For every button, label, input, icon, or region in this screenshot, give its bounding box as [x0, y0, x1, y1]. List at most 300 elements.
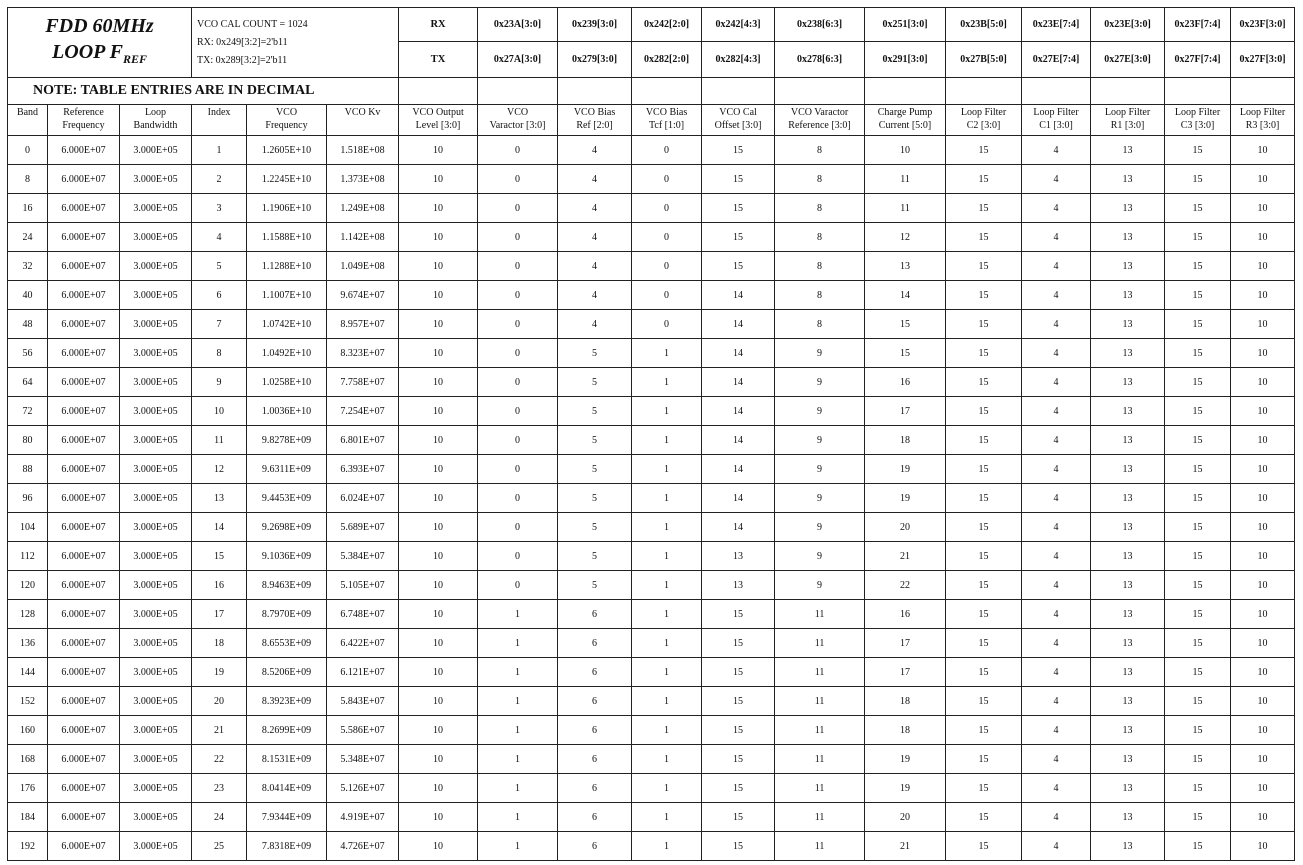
table-cell: 1.518E+08	[327, 136, 399, 165]
table-cell: 15	[946, 629, 1022, 658]
table-cell: 192	[8, 832, 48, 861]
tx-register: 0x27A[3:0]	[478, 42, 558, 78]
table-cell: 11	[192, 426, 247, 455]
table-cell: 13	[1091, 281, 1165, 310]
table-cell: 13	[702, 542, 775, 571]
table-cell: 3.000E+05	[120, 397, 192, 426]
table-cell: 13	[1091, 803, 1165, 832]
table-cell: 4	[1022, 397, 1091, 426]
table-cell: 3.000E+05	[120, 455, 192, 484]
table-cell: 15	[1165, 687, 1231, 716]
table-cell: 25	[192, 832, 247, 861]
column-header: Loop Filter C3 [3:0]	[1165, 105, 1231, 136]
tx-register: 0x278[6:3]	[775, 42, 865, 78]
table-row	[8, 165, 1295, 194]
table-cell: 10	[1231, 513, 1295, 542]
table-cell: 9	[775, 339, 865, 368]
table-cell: 15	[1165, 484, 1231, 513]
table-cell: 15	[946, 600, 1022, 629]
table-cell: 1	[632, 803, 702, 832]
table-row	[8, 281, 1295, 310]
table-cell: 10	[399, 600, 478, 629]
table-cell: 8	[775, 252, 865, 281]
table-cell: 5	[558, 455, 632, 484]
tx-register: 0x282[4:3]	[702, 42, 775, 78]
rx-register: 0x23E[3:0]	[1091, 8, 1165, 42]
table-cell: 1	[632, 397, 702, 426]
table-cell: 10	[399, 223, 478, 252]
table-cell: 13	[702, 571, 775, 600]
table-cell: 15	[702, 629, 775, 658]
table-cell: 16	[865, 368, 946, 397]
table-cell: 1.2245E+10	[247, 165, 327, 194]
table-cell: 1	[478, 803, 558, 832]
note-row-filler	[946, 78, 1022, 105]
table-cell: 6.000E+07	[48, 542, 120, 571]
table-cell: 6.000E+07	[48, 687, 120, 716]
table-cell: 9	[775, 542, 865, 571]
table-cell: 15	[1165, 368, 1231, 397]
table-cell: 6.000E+07	[48, 774, 120, 803]
table-cell: 22	[865, 571, 946, 600]
table-cell: 0	[632, 252, 702, 281]
table-cell: 7.254E+07	[327, 397, 399, 426]
table-cell: 1	[632, 426, 702, 455]
table-cell: 5	[558, 513, 632, 542]
table-cell: 10	[399, 310, 478, 339]
table-cell: 6.748E+07	[327, 600, 399, 629]
table-cell: 10	[399, 832, 478, 861]
table-cell: 15	[865, 310, 946, 339]
table-cell: 19	[192, 658, 247, 687]
table-cell: 9	[775, 368, 865, 397]
rx-cal-register: RX: 0x249[3:2]=2'b11	[197, 36, 288, 48]
table-cell: 20	[192, 687, 247, 716]
table-cell: 3	[192, 194, 247, 223]
table-cell: 14	[702, 513, 775, 542]
table-cell: 19	[865, 484, 946, 513]
table-cell: 15	[946, 339, 1022, 368]
table-cell: 0	[478, 252, 558, 281]
table-cell: 13	[1091, 658, 1165, 687]
column-header: Loop Filter C2 [3:0]	[946, 105, 1022, 136]
table-cell: 1	[192, 136, 247, 165]
table-cell: 15	[946, 397, 1022, 426]
column-header: VCO Cal Offset [3:0]	[702, 105, 775, 136]
table-cell: 1	[478, 629, 558, 658]
table-cell: 15	[1165, 571, 1231, 600]
table-row	[8, 571, 1295, 600]
table-cell: 23	[192, 774, 247, 803]
table-cell: 15	[946, 542, 1022, 571]
table-cell: 21	[192, 716, 247, 745]
table-cell: 16	[8, 194, 48, 223]
table-cell: 0	[478, 223, 558, 252]
table-cell: 4	[1022, 484, 1091, 513]
note-row-filler	[702, 78, 775, 105]
table-cell: 11	[775, 745, 865, 774]
table-cell: 15	[192, 542, 247, 571]
table-cell: 8	[775, 281, 865, 310]
table-cell: 14	[702, 339, 775, 368]
table-cell: 11	[775, 716, 865, 745]
table-cell: 64	[8, 368, 48, 397]
table-row	[8, 803, 1295, 832]
table-cell: 112	[8, 542, 48, 571]
table-cell: 6	[558, 774, 632, 803]
table-cell: 15	[702, 136, 775, 165]
table-cell: 1	[632, 542, 702, 571]
column-header: VCO Varactor [3:0]	[478, 105, 558, 136]
tx-register: 0x27E[3:0]	[1091, 42, 1165, 78]
table-cell: 8	[775, 310, 865, 339]
table-cell: 1.1007E+10	[247, 281, 327, 310]
table-cell: 4	[1022, 774, 1091, 803]
table-cell: 6.000E+07	[48, 397, 120, 426]
column-header: Loop Bandwidth	[120, 105, 192, 136]
table-cell: 8.0414E+09	[247, 774, 327, 803]
table-cell: 1	[478, 774, 558, 803]
table-cell: 6.000E+07	[48, 339, 120, 368]
table-cell: 10	[1231, 223, 1295, 252]
table-cell: 14	[702, 426, 775, 455]
table-cell: 13	[1091, 339, 1165, 368]
table-cell: 20	[865, 803, 946, 832]
table-cell: 15	[946, 426, 1022, 455]
table-cell: 11	[775, 832, 865, 861]
table-cell: 17	[192, 600, 247, 629]
table-cell: 10	[399, 455, 478, 484]
table-cell: 4	[558, 252, 632, 281]
table-cell: 1	[632, 368, 702, 397]
table-row	[8, 194, 1295, 223]
table-cell: 8	[775, 223, 865, 252]
table-cell: 15	[1165, 339, 1231, 368]
table-cell: 24	[8, 223, 48, 252]
table-row	[8, 339, 1295, 368]
table-cell: 10	[399, 136, 478, 165]
table-cell: 4	[1022, 745, 1091, 774]
table-cell: 1.1906E+10	[247, 194, 327, 223]
table-cell: 9	[775, 513, 865, 542]
table-cell: 3.000E+05	[120, 513, 192, 542]
table-cell: 1	[632, 571, 702, 600]
table-cell: 15	[1165, 658, 1231, 687]
table-cell: 9.4453E+09	[247, 484, 327, 513]
tx-register: 0x27E[7:4]	[1022, 42, 1091, 78]
table-cell: 15	[865, 339, 946, 368]
table-cell: 10	[399, 397, 478, 426]
table-cell: 13	[1091, 716, 1165, 745]
table-cell: 10	[1231, 455, 1295, 484]
table-cell: 15	[1165, 310, 1231, 339]
table-cell: 10	[1231, 803, 1295, 832]
table-cell: 4	[1022, 803, 1091, 832]
note-row-filler	[632, 78, 702, 105]
table-cell: 10	[1231, 368, 1295, 397]
table-cell: 10	[399, 745, 478, 774]
table-cell: 0	[478, 426, 558, 455]
note-row-filler	[775, 78, 865, 105]
table-cell: 1.0258E+10	[247, 368, 327, 397]
table-row	[8, 252, 1295, 281]
note-row-filler	[1231, 78, 1295, 105]
table-cell: 6.000E+07	[48, 368, 120, 397]
table-cell: 10	[399, 687, 478, 716]
table-cell: 10	[1231, 658, 1295, 687]
table-cell: 18	[865, 687, 946, 716]
table-cell: 15	[946, 310, 1022, 339]
table-cell: 6.024E+07	[327, 484, 399, 513]
table-cell: 15	[1165, 426, 1231, 455]
cal-info	[192, 8, 399, 78]
note-row-filler	[865, 78, 946, 105]
table-cell: 15	[1165, 281, 1231, 310]
table-cell: 15	[1165, 252, 1231, 281]
table-cell: 1	[632, 484, 702, 513]
table-cell: 6.000E+07	[48, 745, 120, 774]
table-cell: 13	[1091, 774, 1165, 803]
table-cell: 10	[1231, 136, 1295, 165]
rx-register: 0x23F[7:4]	[1165, 8, 1231, 42]
table-cell: 0	[478, 281, 558, 310]
table-cell: 3.000E+05	[120, 194, 192, 223]
table-cell: 13	[1091, 426, 1165, 455]
table-cell: 4	[558, 281, 632, 310]
table-cell: 5	[558, 484, 632, 513]
table-row	[8, 310, 1295, 339]
table-cell: 6	[558, 687, 632, 716]
table-cell: 136	[8, 629, 48, 658]
table-cell: 1	[632, 339, 702, 368]
table-cell: 15	[1165, 194, 1231, 223]
note-row-filler	[1022, 78, 1091, 105]
column-header: Charge Pump Current [5:0]	[865, 105, 946, 136]
table-cell: 3.000E+05	[120, 339, 192, 368]
table-cell: 6	[558, 832, 632, 861]
table-cell: 7	[192, 310, 247, 339]
table-cell: 15	[1165, 832, 1231, 861]
table-cell: 10	[399, 194, 478, 223]
table-cell: 4	[1022, 455, 1091, 484]
table-cell: 10	[399, 774, 478, 803]
table-cell: 5	[558, 426, 632, 455]
table-cell: 15	[946, 368, 1022, 397]
table-cell: 14	[865, 281, 946, 310]
table-cell: 15	[946, 455, 1022, 484]
table-cell: 13	[1091, 397, 1165, 426]
table-cell: 6.393E+07	[327, 455, 399, 484]
table-cell: 11	[775, 600, 865, 629]
table-cell: 144	[8, 658, 48, 687]
table-cell: 10	[1231, 774, 1295, 803]
table-cell: 4	[1022, 687, 1091, 716]
table-cell: 8.3923E+09	[247, 687, 327, 716]
table-cell: 8.957E+07	[327, 310, 399, 339]
table-cell: 10	[399, 658, 478, 687]
table-cell: 3.000E+05	[120, 774, 192, 803]
tx-register: 0x27F[7:4]	[1165, 42, 1231, 78]
table-cell: 6.000E+07	[48, 281, 120, 310]
rx-register: 0x23B[5:0]	[946, 8, 1022, 42]
table-cell: 4	[1022, 136, 1091, 165]
table-cell: 3.000E+05	[120, 716, 192, 745]
table-cell: 5.384E+07	[327, 542, 399, 571]
table-row	[8, 136, 1295, 165]
table-cell: 6.000E+07	[48, 600, 120, 629]
table-cell: 1	[478, 832, 558, 861]
table-cell: 15	[946, 803, 1022, 832]
table-row	[8, 455, 1295, 484]
table-cell: 0	[478, 165, 558, 194]
table-cell: 8	[775, 136, 865, 165]
table-cell: 4.919E+07	[327, 803, 399, 832]
table-cell: 1.049E+08	[327, 252, 399, 281]
table-cell: 10	[399, 426, 478, 455]
table-cell: 6.000E+07	[48, 658, 120, 687]
column-header: VCO Bias Ref [2:0]	[558, 105, 632, 136]
table-cell: 15	[946, 832, 1022, 861]
table-cell: 4	[1022, 716, 1091, 745]
table-title	[8, 8, 192, 78]
rx-register: 0x239[3:0]	[558, 8, 632, 42]
table-cell: 20	[865, 513, 946, 542]
table-cell: 5.689E+07	[327, 513, 399, 542]
table-cell: 1	[478, 716, 558, 745]
table-cell: 10	[1231, 194, 1295, 223]
table-cell: 0	[632, 165, 702, 194]
table-cell: 10	[399, 542, 478, 571]
table-cell: 6.422E+07	[327, 629, 399, 658]
table-cell: 7.8318E+09	[247, 832, 327, 861]
table-cell: 24	[192, 803, 247, 832]
table-cell: 1.0036E+10	[247, 397, 327, 426]
column-header: VCO Output Level [3:0]	[399, 105, 478, 136]
rx-register: 0x23E[7:4]	[1022, 8, 1091, 42]
table-cell: 6	[558, 658, 632, 687]
table-cell: 4	[558, 136, 632, 165]
table-cell: 15	[946, 716, 1022, 745]
table-cell: 5	[558, 397, 632, 426]
table-cell: 10	[399, 339, 478, 368]
table-cell: 1.249E+08	[327, 194, 399, 223]
column-header: Band	[8, 105, 48, 136]
table-cell: 10	[399, 803, 478, 832]
table-cell: 4	[192, 223, 247, 252]
tx-cal-register: TX: 0x289[3:2]=2'b11	[197, 54, 288, 66]
table-cell: 14	[702, 310, 775, 339]
table-cell: 88	[8, 455, 48, 484]
table-cell: 10	[399, 252, 478, 281]
table-cell: 15	[946, 281, 1022, 310]
table-cell: 11	[775, 687, 865, 716]
table-cell: 13	[1091, 455, 1165, 484]
table-cell: 184	[8, 803, 48, 832]
table-cell: 0	[478, 542, 558, 571]
table-cell: 13	[1091, 687, 1165, 716]
table-cell: 56	[8, 339, 48, 368]
table-cell: 6.000E+07	[48, 136, 120, 165]
table-cell: 9.6311E+09	[247, 455, 327, 484]
table-cell: 10	[1231, 310, 1295, 339]
table-cell: 10	[399, 368, 478, 397]
table-cell: 19	[865, 774, 946, 803]
table-cell: 15	[1165, 455, 1231, 484]
table-cell: 1	[632, 658, 702, 687]
table-cell: 5	[558, 571, 632, 600]
table-cell: 13	[1091, 194, 1165, 223]
decimal-note: NOTE: TABLE ENTRIES ARE IN DECIMAL	[8, 78, 399, 105]
table-cell: 0	[478, 194, 558, 223]
table-cell: 5	[192, 252, 247, 281]
table-cell: 21	[865, 542, 946, 571]
column-header: Loop Filter R1 [3:0]	[1091, 105, 1165, 136]
table-cell: 0	[8, 136, 48, 165]
table-cell: 6.000E+07	[48, 426, 120, 455]
table-cell: 13	[1091, 368, 1165, 397]
table-cell: 10	[1231, 281, 1295, 310]
table-cell: 15	[702, 165, 775, 194]
table-cell: 0	[478, 397, 558, 426]
table-cell: 8	[8, 165, 48, 194]
table-cell: 15	[1165, 513, 1231, 542]
table-cell: 15	[702, 600, 775, 629]
table-cell: 10	[1231, 832, 1295, 861]
table-cell: 4	[1022, 252, 1091, 281]
table-cell: 11	[775, 774, 865, 803]
table-cell: 3.000E+05	[120, 310, 192, 339]
table-cell: 16	[865, 600, 946, 629]
table-cell: 4	[558, 310, 632, 339]
table-cell: 1.373E+08	[327, 165, 399, 194]
table-cell: 14	[702, 484, 775, 513]
table-cell: 4	[1022, 368, 1091, 397]
table-cell: 6	[192, 281, 247, 310]
table-cell: 15	[702, 803, 775, 832]
table-cell: 4	[1022, 629, 1091, 658]
table-cell: 160	[8, 716, 48, 745]
table-cell: 13	[1091, 629, 1165, 658]
table-cell: 13	[1091, 571, 1165, 600]
table-cell: 15	[946, 165, 1022, 194]
table-cell: 10	[1231, 397, 1295, 426]
column-header: VCO Varactor Reference [3:0]	[775, 105, 865, 136]
table-cell: 176	[8, 774, 48, 803]
table-cell: 5.105E+07	[327, 571, 399, 600]
table-cell: 10	[399, 484, 478, 513]
vco-loop-table	[7, 7, 1295, 861]
note-row-filler	[478, 78, 558, 105]
table-cell: 15	[702, 745, 775, 774]
table-row	[8, 745, 1295, 774]
column-header: Loop Filter R3 [3:0]	[1231, 105, 1295, 136]
table-cell: 15	[1165, 397, 1231, 426]
table-cell: 13	[1091, 745, 1165, 774]
table-cell: 4	[1022, 194, 1091, 223]
table-cell: 14	[702, 368, 775, 397]
table-cell: 3.000E+05	[120, 687, 192, 716]
tx-register: 0x27B[5:0]	[946, 42, 1022, 78]
table-cell: 9	[775, 426, 865, 455]
table-cell: 10	[1231, 716, 1295, 745]
title-line1: FDD 60MHz	[45, 15, 154, 37]
table-cell: 10	[399, 629, 478, 658]
table-cell: 3.000E+05	[120, 281, 192, 310]
table-cell: 0	[632, 194, 702, 223]
rx-register: 0x242[4:3]	[702, 8, 775, 42]
table-cell: 1	[478, 658, 558, 687]
table-cell: 18	[865, 426, 946, 455]
